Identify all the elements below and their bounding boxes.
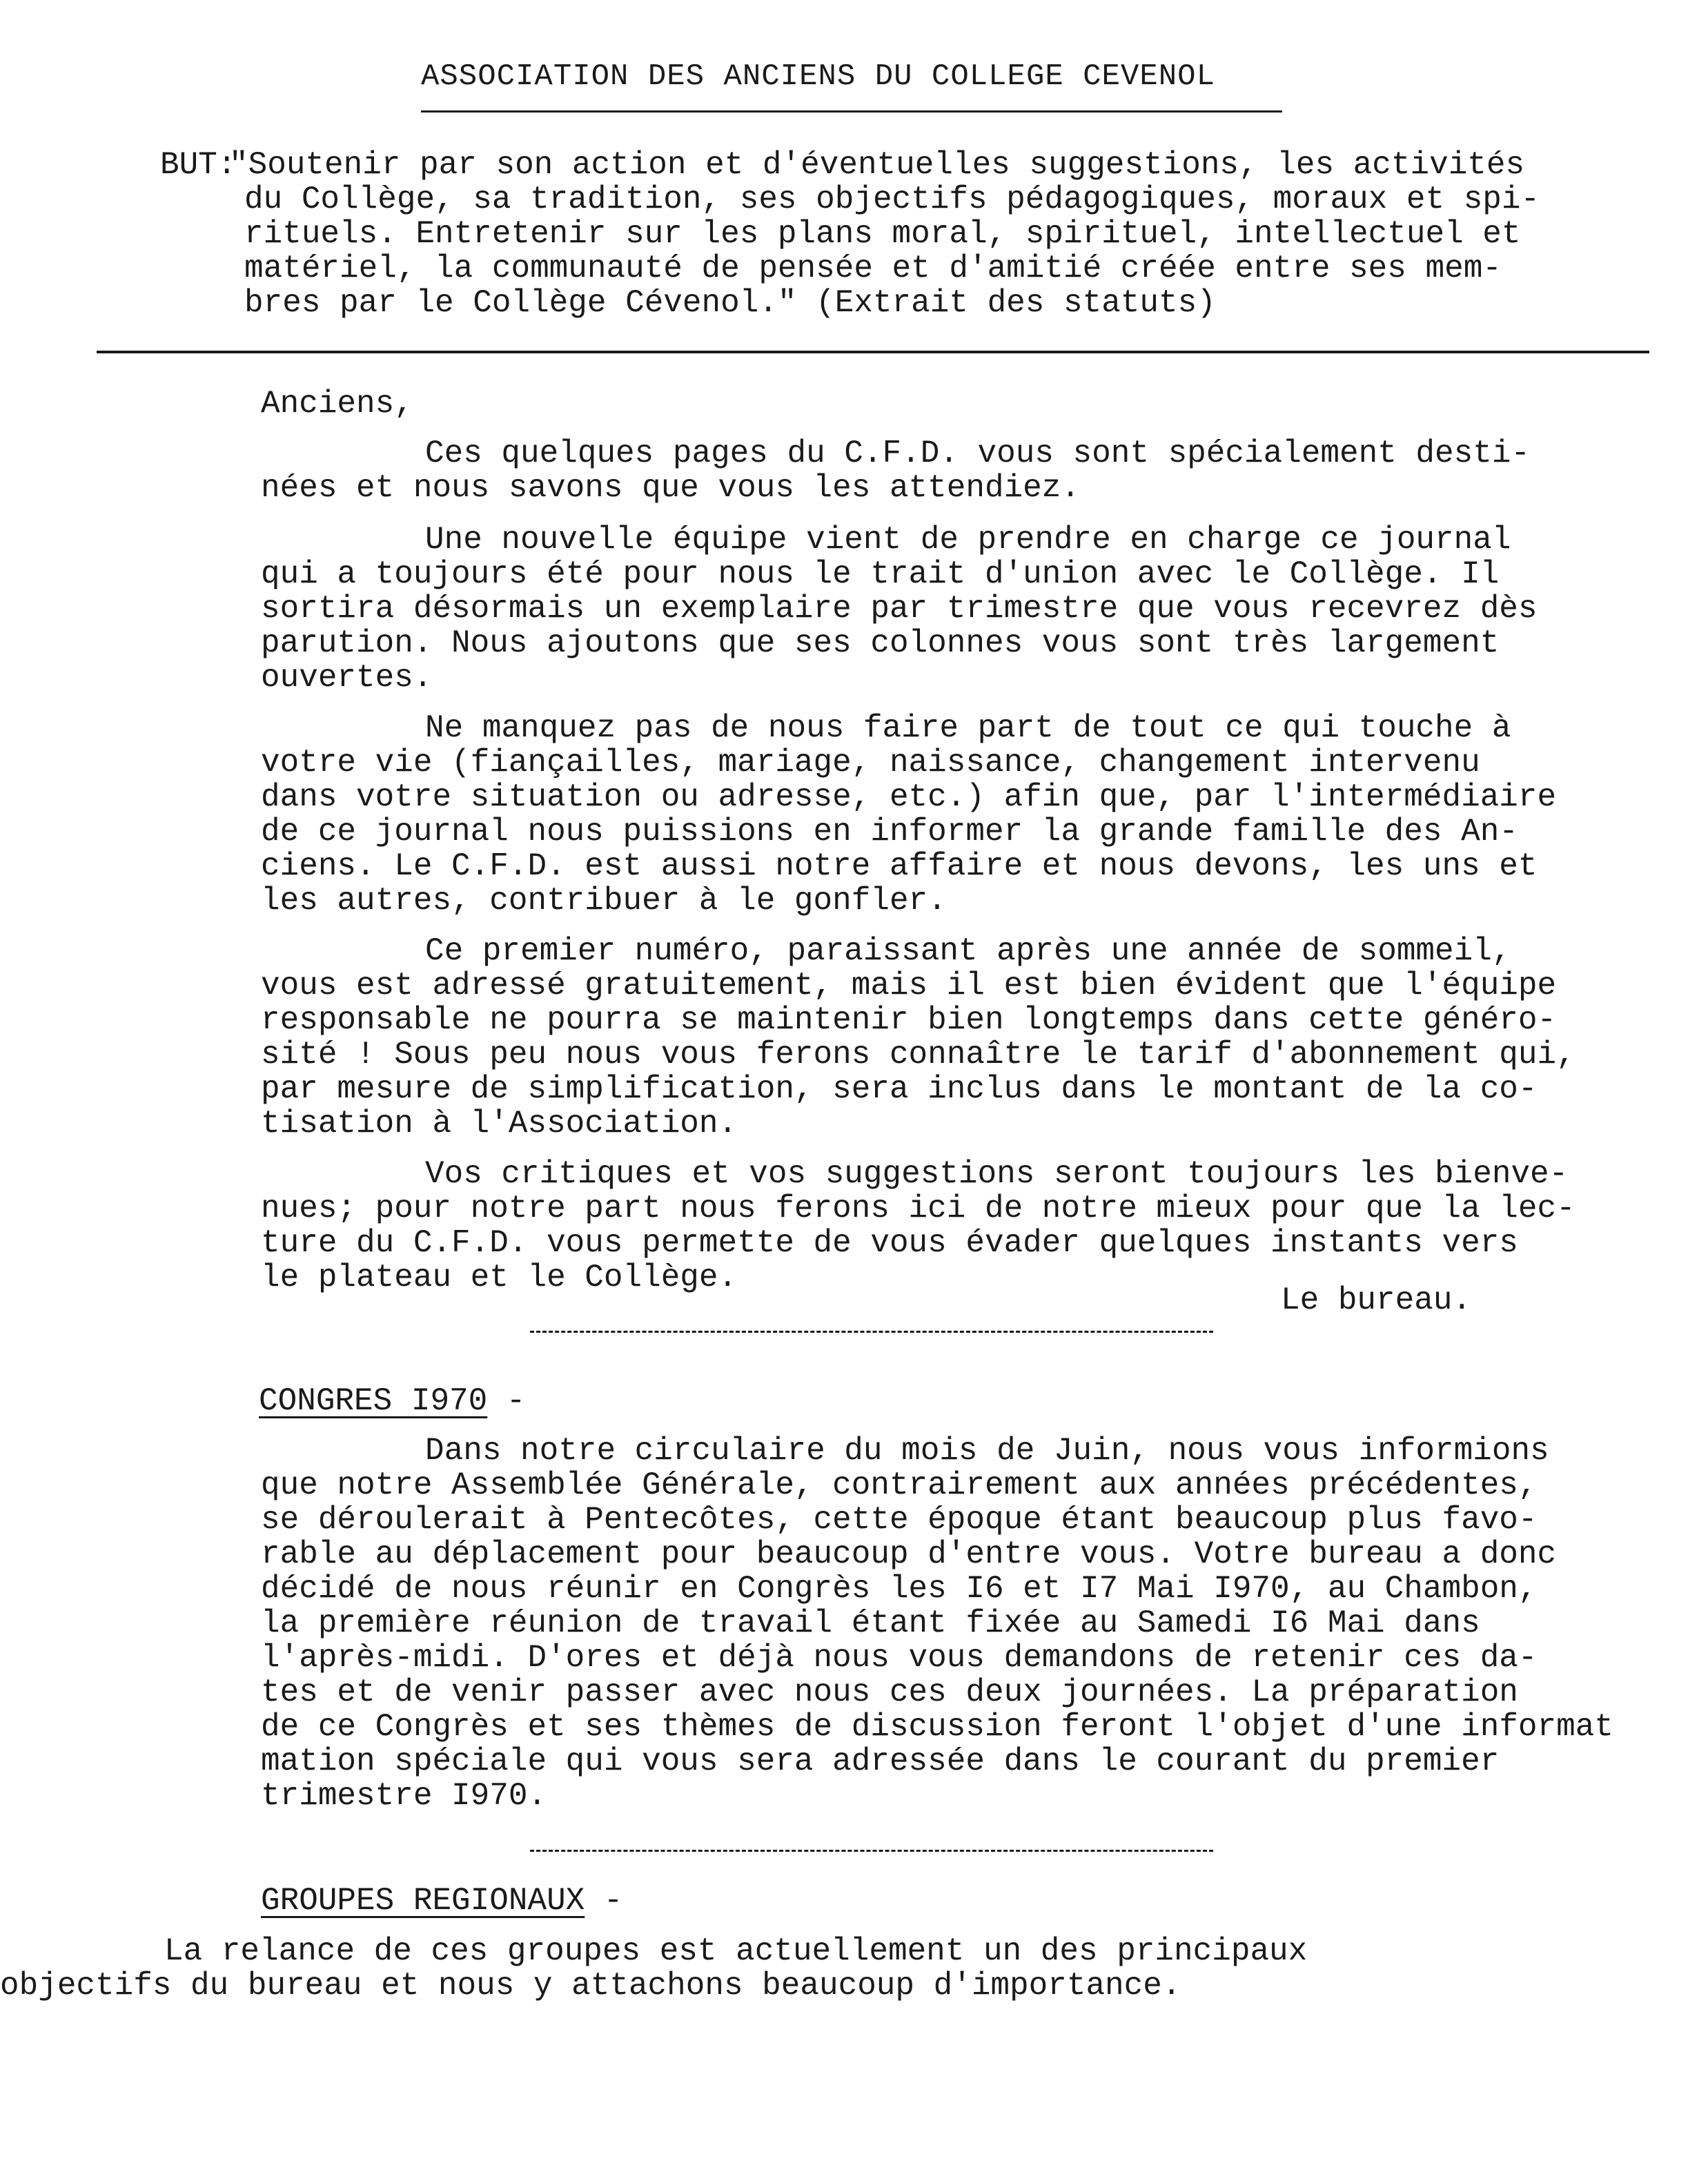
section-paragraph: Dans notre circulaire du mois de Juin, nous vous informions que notre Assemblée Générale, contrairement aux années précédentes, se déroulerait à Pentecôtes, cette époque étant beaucoup plus favo- rable au déplacement pour beaucoup d'entre vous. Votre bureau a donc décidé de nous réunir en Congrès les I6 et I7 Mai I970, au Chambon, la première réunion de travail étant fixée au Samedi I6 Mai dans l'après-midi. D'ores et déjà nous vous demandons de retenir ces da- tes et de venir passer avec nous ces deux journées. La préparation de ce Congrès et ses thèmes de discussion feront l'objet d'une informat mation spéciale qui vous sera adressée dans le courant du premier trimestre I970.	[261, 1433, 1613, 1814]
purpose-line: "Soutenir par son action et d'éventuelles suggestions, les activités	[229, 147, 1525, 183]
section-divider	[97, 351, 1649, 353]
letter-paragraph: Ce premier numéro, paraissant après une année de sommeil, vous est adressé gratuitement, mais il est bien évident que l'équipe responsable ne pourra se maintenir bien longtemps dans cette généro- sité ! Sous peu nous vous ferons connaître le tarif d'abonnement qui, par mesure de simplification, sera inclus dans le montant de la co- tisation à l'Association.	[261, 933, 1576, 1142]
signature: Le bureau.	[1281, 1282, 1472, 1318]
letter-paragraph: Ne manquez pas de nous faire part de tout ce qui touche à votre vie (fiançailles, mariage, naissance, changement intervenu dans votre situation ou adresse, etc.) afin que, par l'intermédiaire de ce journal nous puissions en informer la grande famille des An- ciens. Le C.F.D. est aussi notre affaire et nous devons, les uns et les autres, contribuer à le gonfler.	[261, 710, 1557, 919]
heading-suffix: -	[487, 1383, 526, 1419]
heading-text: GROUPES REGIONAUX	[261, 1883, 585, 1919]
section-paragraph: La relance de ces groupes est actuellement un des principaux objectifs du bureau et nous y attachons beaucoup d'importance.	[0, 1933, 1308, 2004]
letter-paragraph: Une nouvelle équipe vient de prendre en charge ce journal qui a toujours été pour nous le trait d'union avec le Collège. Il sortira désormais un exemplaire par trimestre que vous recevrez dès parution. Nous ajoutons que ses colonnes vous sont très largement ouvertes.	[261, 522, 1538, 696]
heading-suffix: -	[585, 1883, 623, 1919]
section-heading-congres	[259, 1383, 525, 1419]
document-title: ASSOCIATION DES ANCIENS DU COLLEGE CEVENOL	[421, 59, 1215, 94]
purpose-line: du Collège, sa tradition, ses objectifs pédagogiques, moraux et spi-	[244, 182, 1540, 217]
title-underline	[421, 110, 1282, 113]
salutation: Anciens,	[261, 386, 413, 422]
purpose-line: bres par le Collège Cévenol." (Extrait des statuts)	[244, 285, 1216, 321]
dashed-separator	[530, 1331, 1213, 1333]
purpose-line: matériel, la communauté de pensée et d'amitié créée entre ses mem-	[244, 251, 1502, 286]
letter-paragraph: Vos critiques et vos suggestions seront toujours les bienve- nues; pour notre part nous ferons ici de notre mieux pour que la lec- ture du C.F.D. vous permette de vous évader quelques instants vers le plateau et le Collège.	[261, 1156, 1576, 1296]
purpose-line: rituels. Entretenir sur les plans moral, spirituel, intellectuel et	[244, 216, 1521, 252]
section-heading-groupes	[261, 1883, 623, 1919]
dashed-separator	[530, 1850, 1213, 1852]
purpose-label: BUT:	[160, 147, 237, 183]
heading-text: CONGRES I970	[259, 1383, 488, 1419]
letter-paragraph: Ces quelques pages du C.F.D. vous sont spécialement desti- nées et nous savons que vous les attendiez.	[261, 436, 1531, 506]
